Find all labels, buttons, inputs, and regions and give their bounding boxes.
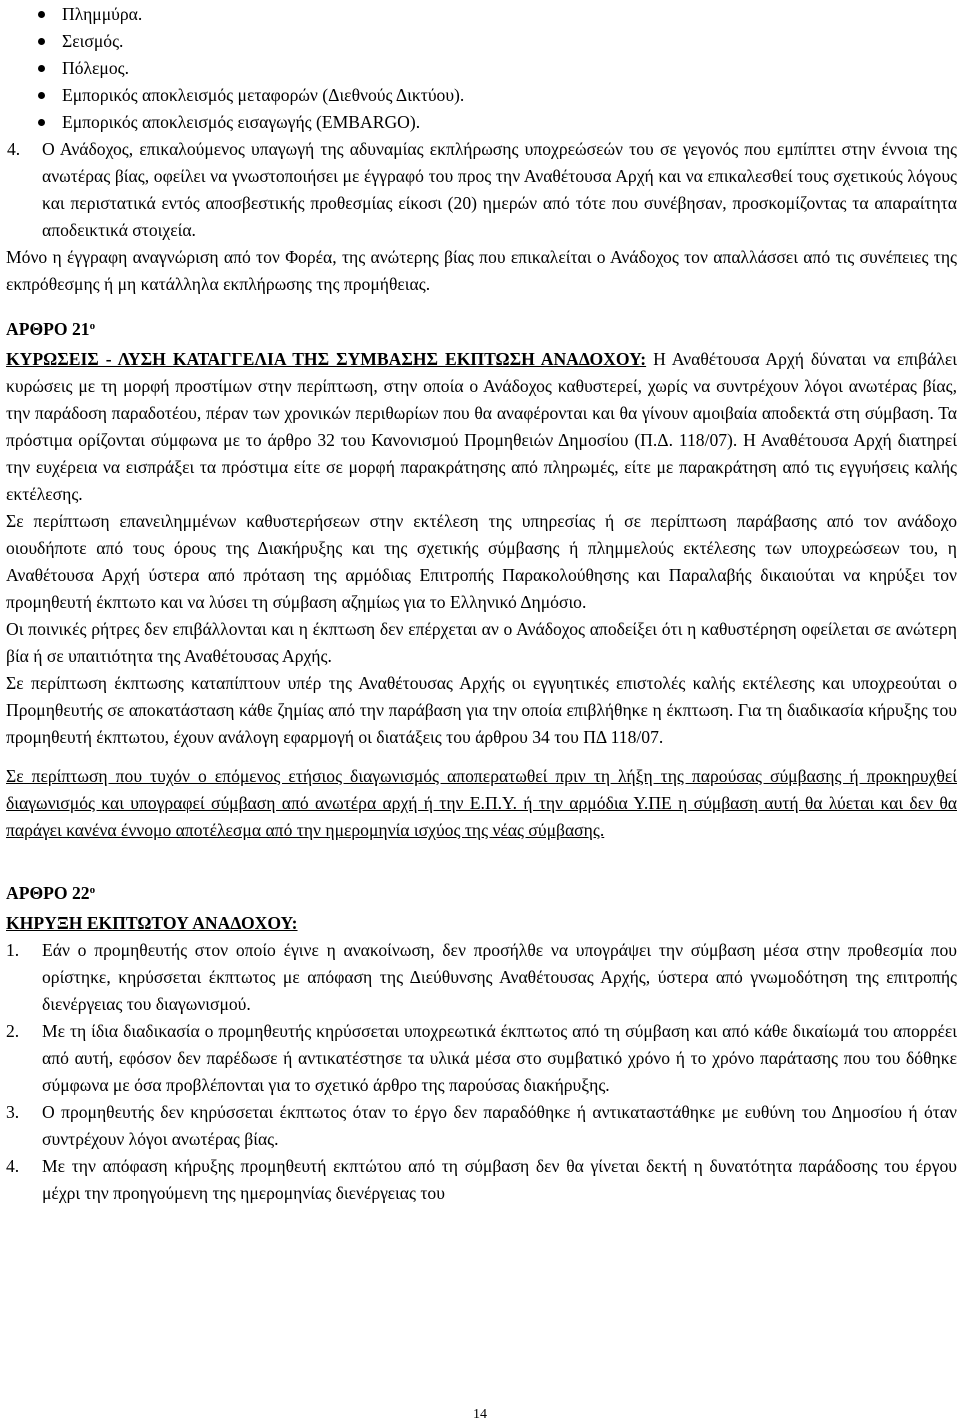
item-number: 4. — [7, 139, 21, 159]
article-22-subtitle: ΚΗΡΥΞΗ ΕΚΠΤΩΤΟΥ ΑΝΑΔΟΧΟΥ: — [6, 913, 298, 933]
item-text: Εάν ο προμηθευτής στον οποίο έγινε η ανακοίνωση, δεν προσήλθε να υπογράψει την σύμβαση μέσα στην προθεσμία που ορίστηκε, κηρύσσεται έκπτωτος με απόφαση της Διεύθυνσης Αναθέτουσας Αρχής, ύστερα από γνωμοδότηση της επιτροπής διενέργειας του διαγωνισμού. — [42, 940, 957, 1014]
list-item: Εμπορικός αποκλεισμός μεταφορών (Διεθνούς Δικτύου). — [6, 82, 957, 109]
paragraph: Σε περίπτωση επανειλημμένων καθυστερήσεων στην εκτέλεση της υπηρεσίας ή σε περίπτωση παράβασης από τον ανάδοχο οιουδήποτε από τους όρους της Διακήρυξης και της σχετικής σύμβασης ή πλημμελούς εκτέλεσης των υποχρεώσεων του, η Αναθέτουσα Αρχή ύστερα από πρόταση της αρμόδιας Επιτροπής Παρακολούθησης και Παραλαβής δικαιούται να κηρύξει τον προμηθευτή έκπτωτο και να λύσει τη σύμβαση αζημίως για το Ελληνικό Δημόσιο. — [6, 511, 957, 612]
item-number: 1. — [6, 940, 20, 960]
paragraph: Σε περίπτωση έκπτωσης καταπίπτουν υπέρ της Αναθέτουσας Αρχής οι εγγυητικές επιστολές καλής εκτέλεσης και υποχρεούται ο Προμηθευτής σε αποκατάσταση κάθε ζημίας από την παράβαση για την οποία επιβλήθηκε η έκπτωση. Για τη διαδικασία κήρυξης του προμηθευτή έκπτωτου, έχουν ανάλογη εφαρμογή οι διατάξεις του άρθρου 34 του ΠΔ 118/07. — [6, 673, 957, 747]
item-text: Ο προμηθευτής δεν κηρύσσεται έκπτωτος όταν το έργο δεν παραδόθηκε ή αντικαταστάθηκε με ευθύνη του Δημοσίου ή όταν συντρέχουν λόγοι ανωτέρας βίας. — [42, 1102, 957, 1149]
item-text: Με τη ίδια διαδικασία ο προμηθευτής κηρύσσεται υποχρεωτικά έκπτωτος από τη σύμβαση και από κάθε δικαίωμά του απορρέει από αυτή, εφόσον δεν παρέδωσε ή αντικατέστησε τα υλικά μέσα στο συμβατικό χρόνο ή το χρόνο παράτασης που του δόθηκε σύμφωνα με όσα προβλέπονται για το σχετικό άρθρο της παρούσας διακήρυξης. — [42, 1021, 957, 1095]
numbered-item-4 — [6, 136, 957, 244]
article-21-subtitle: ΚΥΡΩΣΕΙΣ - ΛΥΣΗ ΚΑΤΑΓΓΕΛΙΑ ΤΗΣ ΣΥΜΒΑΣΗΣ ΕΚΠΤΩΣΗ ΑΝΑΔΟΧΟΥ: — [6, 349, 647, 369]
list-item: Πλημμύρα. — [6, 1, 957, 28]
article-22-title — [6, 880, 957, 910]
numbered-item — [6, 1018, 957, 1099]
item-text: Ο Ανάδοχος, επικαλούμενος υπαγωγή της αδυναμίας εκπλήρωσης υποχρεώσεών του σε γεγονός που εμπίπτει στην έννοια της ανωτέρας βίας, οφείλει να γνωστοποιήσει με έγγραφό του προς την Αναθέτουσα Αρχή και να επικαλεσθεί τους σχετικούς λόγους και περιστατικά εντός αποσβεστικής προθεσμίας είκοσι (20) ημερών από τότε που συνέβησαν, προσκομίζοντας τα απαραίτητα αποδεικτικά στοιχεία. — [42, 139, 957, 240]
article-title-text: ΑΡΘΡΟ 21 — [6, 319, 90, 339]
numbered-item — [6, 1099, 957, 1153]
paragraph-text: Αναθέτουσα Αρχή δύναται να επιβάλει κυρώσεις με τη μορφή προστίμων στην περίπτωση, στην οποία ο Ανάδοχος καθυστερεί, χωρίς να συντρέχουν λόγοι ανωτέρας βίας, την παράδοση παραδοτέου, πέραν των χρονικών περιθωρίων που θα αναφέρονται και θα γίνουν αμοιβαία αποδεκτά στη σύμβαση. Τα πρόστιμα ορίζονται σύμφωνα με το άρθρο 32 του Κανονισμού Προμηθειών Δημοσίου (Π.Δ. 118/07). Η Αναθέτουσα Αρχή διατηρεί την ευχέρεια να εισπράξει τα πρόστιμα είτε σε μορφή παρακράτησης από πληρωμές, είτε με παρακράτηση από τις εγγυήσεις καλής εκτέλεσης. — [6, 349, 958, 504]
list-item: Σεισμός. — [6, 28, 957, 55]
ordinal-sup: ο — [89, 884, 96, 896]
paragraph: Οι ποινικές ρήτρες δεν επιβάλλονται και η έκπτωση δεν επέρχεται αν ο Ανάδοχος αποδείξει ότι η καθυστέρηση οφείλεται σε ανώτερη βία ή σε υπαιτιότητα της Αναθέτουσας Αρχής. — [6, 619, 957, 666]
numbered-item — [6, 937, 957, 1018]
ordinal-sup: ο — [89, 320, 96, 332]
list-item: Πόλεμος. — [6, 55, 957, 82]
page-number: 14 — [473, 1407, 487, 1422]
underlined-paragraph: Σε περίπτωση που τυχόν ο επόμενος ετήσιος διαγωνισμός αποπερατωθεί πριν τη λήξη της παρούσας σύμβασης ή προκηρυχθεί διαγωνισμός και υπογραφεί σύμβαση από ανωτέρα αρχή ή την Ε.Π.Υ. ή την αρμόδια Υ.ΠΕ η σύμβαση αυτή θα λύεται και δεν θα παράγει κανένα έννομο αποτέλεσμα από την ημερομηνία ισχύος της νέας σύμβασης. — [6, 766, 957, 840]
article-21-title — [6, 316, 957, 346]
item-number: 3. — [6, 1102, 20, 1122]
item-number: 2. — [6, 1021, 20, 1041]
article-title-text: ΑΡΘΡΟ 22 — [6, 883, 90, 903]
paragraph: Μόνο η έγγραφη αναγνώριση από τον Φορέα, της ανώτερης βίας που επικαλείται ο Ανάδοχος τον απαλλάσσει από τις συνέπειες της εκπρόθεσμης ή μη κατάλληλα εκπλήρωσης της προμήθειας. — [6, 247, 957, 294]
article-21-intro — [6, 346, 957, 508]
list-item: Εμπορικός αποκλεισμός εισαγωγής (EMBARGO). — [6, 109, 957, 136]
item-text: Με την απόφαση κήρυξης προμηθευτή εκπτώτου από τη σύμβαση δεν θα γίνεται δεκτή η δυνατότητα παράδοσης του έργου μέχρι την προηγούμενη της ημερομηνίας διενέργειας του — [42, 1156, 957, 1203]
numbered-item — [6, 1153, 957, 1207]
lead-word: Η — [653, 349, 666, 369]
document-page — [6, 1, 957, 1207]
item-number: 4. — [6, 1156, 20, 1176]
force-majeure-list — [6, 1, 957, 136]
